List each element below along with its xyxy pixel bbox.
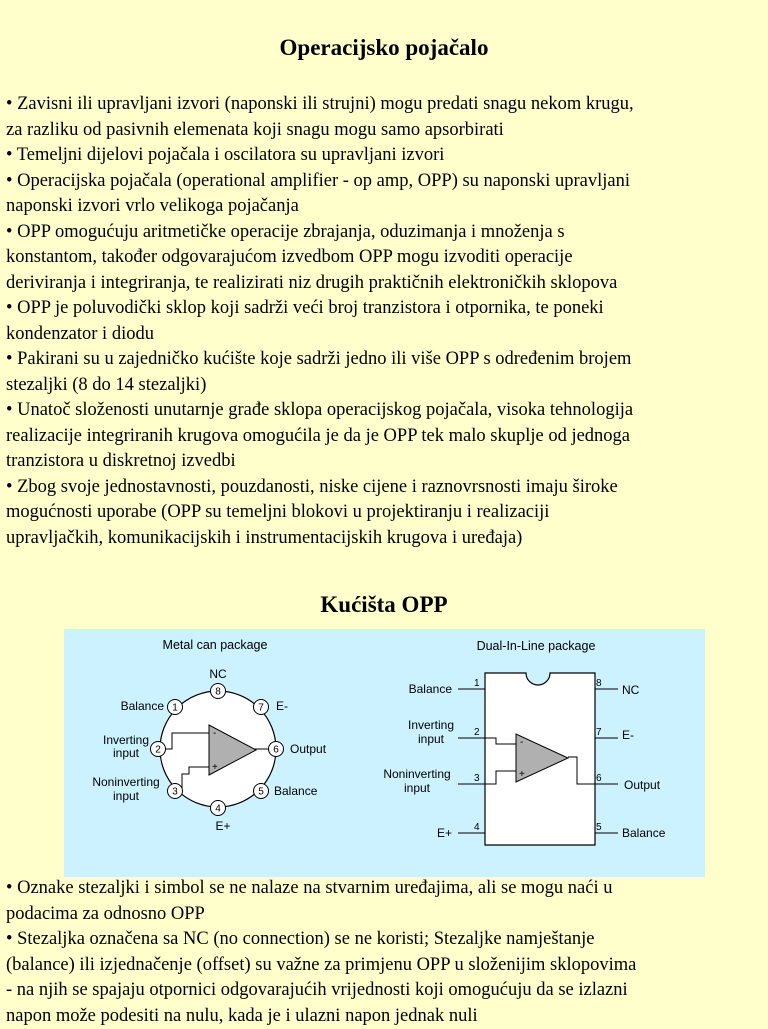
metal-can-title: Metal can package <box>163 638 268 652</box>
text-line: deriviranja i integriranja, te realizirati niz drugih praktičnih elektroničkih sklopova <box>6 271 766 297</box>
pin-number: 5 <box>596 822 602 833</box>
pin-number: 4 <box>215 804 221 815</box>
pin-number: 2 <box>155 745 161 756</box>
notes-bullet-list <box>6 876 766 1029</box>
opamp-plus-sign: + <box>212 762 218 773</box>
text-line: tranzistora u diskretnoj izvedbi <box>6 449 766 475</box>
text-line: • Oznake stezaljki i simbol se ne nalaze na stvarnim uređajima, ali se mogu naći u <box>6 876 766 902</box>
opamp-minus-sign: - <box>520 737 523 748</box>
label-inverting: Inverting <box>408 718 454 732</box>
dip-title: Dual-In-Line package <box>477 639 596 653</box>
label-e-plus: E+ <box>215 819 230 833</box>
text-line: • Operacijska pojačala (operational amplifier - op amp, OPP) su naponski upravljani <box>6 169 766 195</box>
metal-can-package-diagram <box>92 638 326 833</box>
opamp-minus-sign: - <box>213 728 216 739</box>
label-balance: Balance <box>409 682 453 696</box>
label-e-plus: E+ <box>437 826 452 840</box>
package-figure <box>64 629 705 877</box>
text-line: - na njih se spajaju otpornici odgovarajućih vrijednosti koji omogućuju da se izlazni <box>6 978 766 1004</box>
pin-number: 7 <box>596 727 602 738</box>
text-line: mogućnosti uporabe (OPP su temeljni blokovi u projektiranju i realizaciji <box>6 500 766 526</box>
label-input: input <box>113 746 140 760</box>
text-line: naponski izvori vrlo velikoga pojačanja <box>6 194 766 220</box>
pin-number: 3 <box>474 773 480 784</box>
label-balance: Balance <box>622 826 666 840</box>
text-line: • Zbog svoje jednostavnosti, pouzdanosti, niske cijene i raznovrsnosti imaju široke <box>6 475 766 501</box>
label-input: input <box>113 789 140 803</box>
label-e-minus: E- <box>276 699 288 713</box>
label-output: Output <box>624 778 661 792</box>
label-balance: Balance <box>274 784 318 798</box>
dip-package-diagram <box>383 639 665 845</box>
pin-number: 8 <box>596 678 602 689</box>
text-line: (balance) ili izjednačenje (offset) su važne za primjenu OPP u složenijim sklopovima <box>6 953 766 979</box>
opamp-plus-sign: + <box>519 769 525 780</box>
label-nc: NC <box>622 683 640 697</box>
page-title: Operacijsko pojačalo <box>0 35 768 61</box>
section-title: Kućišta OPP <box>0 592 768 618</box>
pin-number: 5 <box>258 787 264 798</box>
text-line: • Zavisni ili upravljani izvori (naponski ili strujni) mogu predati snagu nekom krugu, <box>6 92 766 118</box>
package-diagram <box>64 629 705 877</box>
label-noninverting: Noninverting <box>92 775 159 789</box>
pin-number: 4 <box>474 822 480 833</box>
text-line: realizacije integriranih krugova omogućila je da je OPP tek malo skuplje od jednoga <box>6 424 766 450</box>
label-e-minus: E- <box>622 728 634 742</box>
label-noninverting: Noninverting <box>383 767 450 781</box>
text-line: konstantom, također odgovarajućom izvedbom OPP mogu izvoditi operacije <box>6 245 766 271</box>
text-line: upravljačkih, komunikacijskih i instrumentacijskih krugova i uređaja) <box>6 526 766 552</box>
label-input: input <box>418 732 445 746</box>
label-output: Output <box>290 742 327 756</box>
label-inverting: Inverting <box>103 733 149 747</box>
text-line: za razliku od pasivnih elemenata koji snagu mogu samo apsorbirati <box>6 118 766 144</box>
pin-number: 3 <box>172 787 178 798</box>
text-line: • Unatoč složenosti unutarnje građe sklopa operacijskog pojačala, visoka tehnologija <box>6 398 766 424</box>
pin-number: 2 <box>474 727 480 738</box>
pin-number: 1 <box>172 703 178 714</box>
pin-number: 6 <box>273 745 279 756</box>
pin-number: 6 <box>596 773 602 784</box>
label-input: input <box>404 781 431 795</box>
label-nc: NC <box>209 667 227 681</box>
text-line: kondenzator i diodu <box>6 322 766 348</box>
pin-number: 8 <box>215 687 221 698</box>
pin-number: 1 <box>474 678 480 689</box>
text-line: • OPP omogućuju aritmetičke operacije zbrajanja, oduzimanja i množenja s <box>6 220 766 246</box>
text-line: • Temeljni dijelovi pojačala i oscilatora su upravljani izvori <box>6 143 766 169</box>
text-line: napon može podesiti na nulu, kada je i ulazni napon jednak nuli <box>6 1004 766 1029</box>
text-line: • Pakirani su u zajedničko kućište koje sadrži jedno ili više OPP s određenim brojem <box>6 347 766 373</box>
label-balance: Balance <box>121 699 165 713</box>
text-line: • OPP je poluvodički sklop koji sadrži veći broj tranzistora i otpornika, te poneki <box>6 296 766 322</box>
text-line: podacima za odnosno OPP <box>6 902 766 928</box>
text-line: • Stezaljka označena sa NC (no connection) se ne koristi; Stezaljke namještanje <box>6 927 766 953</box>
text-line: stezaljki (8 do 14 stezaljki) <box>6 373 766 399</box>
pin-number: 7 <box>258 703 264 714</box>
intro-bullet-list <box>6 92 766 551</box>
